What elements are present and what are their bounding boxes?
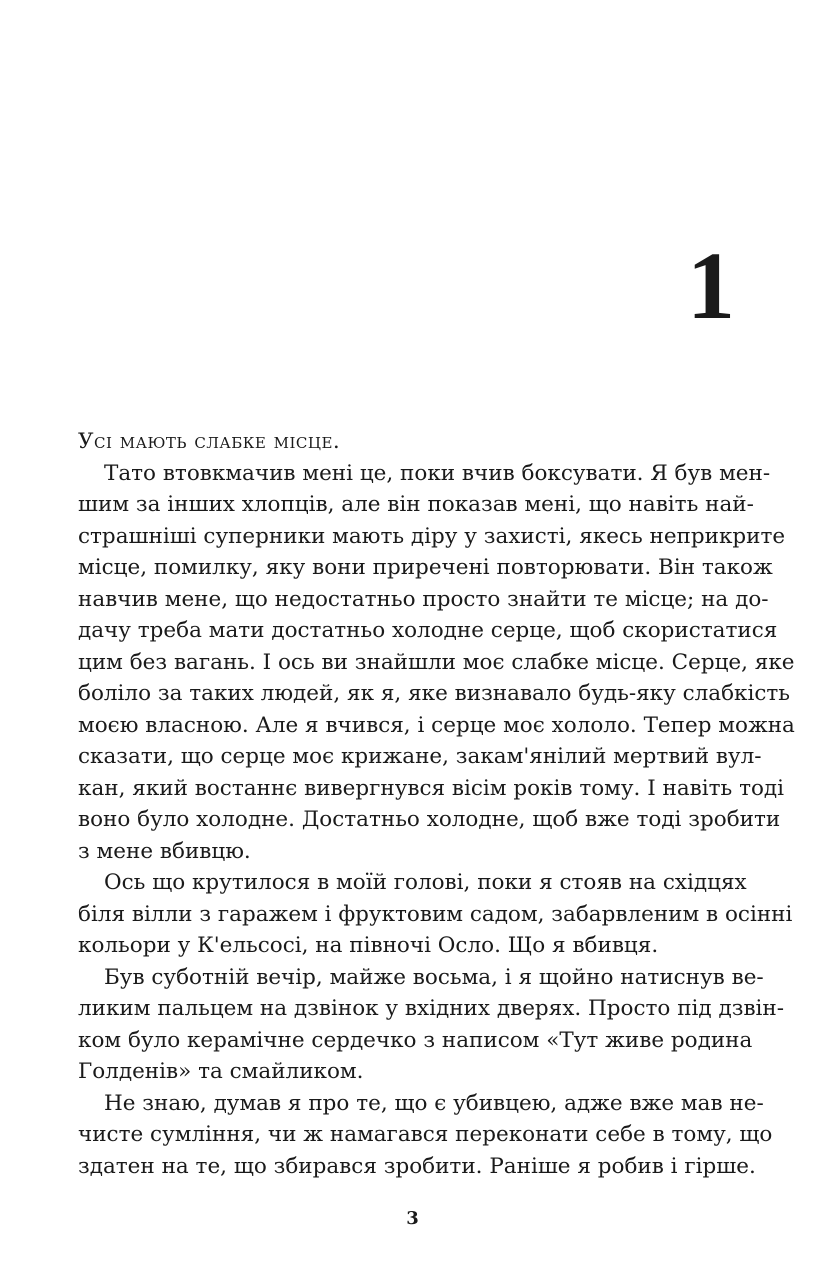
- text-line: воно було холодне. Достатньо холодне, щоб вже тоді зробити: [78, 807, 781, 832]
- text-line: біля вілли з гаражем і фруктовим садом, забарвленим в осінні: [78, 901, 793, 927]
- paragraph: [78, 962, 785, 1088]
- text-line: дачу треба мати достатньо холодне серце, щоб скористатися: [78, 618, 778, 643]
- paragraph: [78, 1088, 773, 1183]
- paragraph: [78, 867, 793, 962]
- text-line: боліло за таких людей, як я, яке визнавало будь-яку слабкість: [78, 681, 791, 706]
- text-line: Голденів» та смайликом.: [78, 1059, 364, 1084]
- paragraph: [78, 458, 795, 868]
- text-line: ликим пальцем на дзвінок у вхідних дверях. Просто під дзвін-: [78, 996, 785, 1021]
- paragraph: [78, 426, 738, 458]
- text-line: здатен на те, що збирався зробити. Раніше я робив і гірше.: [78, 1153, 756, 1179]
- chapter-number: 1: [687, 232, 735, 339]
- text-line: кольори у К'ельсосі, на півночі Осло. Що я вбивця.: [78, 933, 659, 958]
- text-line: Не знаю, думав я про те, що є убивцею, адже вже мав не-: [104, 1090, 764, 1116]
- text-line: місце, помилку, яку вони приречені повторювати. Він також: [78, 555, 773, 580]
- text-line: чисте сумління, чи ж намагався переконати себе в тому, що: [78, 1122, 773, 1147]
- text-line: шим за інших хлопців, але він показав мені, що навіть най-: [78, 492, 754, 517]
- text-line: кан, який востаннє вивергнувся вісім років тому. І навіть тоді: [78, 775, 785, 801]
- text-line: ком було керамічне сердечко з написом «Тут живе родина: [78, 1027, 753, 1053]
- text-line: Був суботній вечір, майже восьма, і я щойно натиснув ве-: [104, 964, 764, 990]
- text-line: моєю власною. Але я вчився, і серце моє хололо. Тепер можна: [78, 712, 795, 738]
- text-line: цим без вагань. І ось ви знайшли моє слабке місце. Серце, яке: [78, 649, 795, 675]
- text-line: сказати, що серце моє крижане, закам'янілий мертвий вул-: [78, 744, 762, 769]
- text-line: з мене вбивцю.: [78, 838, 251, 864]
- text-line: Тато втовкмачив мені це, поки вчив боксувати. Я був мен-: [104, 460, 771, 486]
- body-text: [78, 426, 795, 1182]
- text-line: Ось що крутилося в моїй голові, поки я стояв на східцях: [104, 870, 747, 895]
- page-number: 3: [406, 1208, 419, 1229]
- text-line: навчив мене, що недостатньо просто знайти те місце; на до-: [78, 586, 769, 612]
- text-line: страшніші суперники мають діру у захисті, якесь неприкрите: [78, 523, 786, 549]
- text-line: Усі мають слабке місце.: [78, 429, 341, 454]
